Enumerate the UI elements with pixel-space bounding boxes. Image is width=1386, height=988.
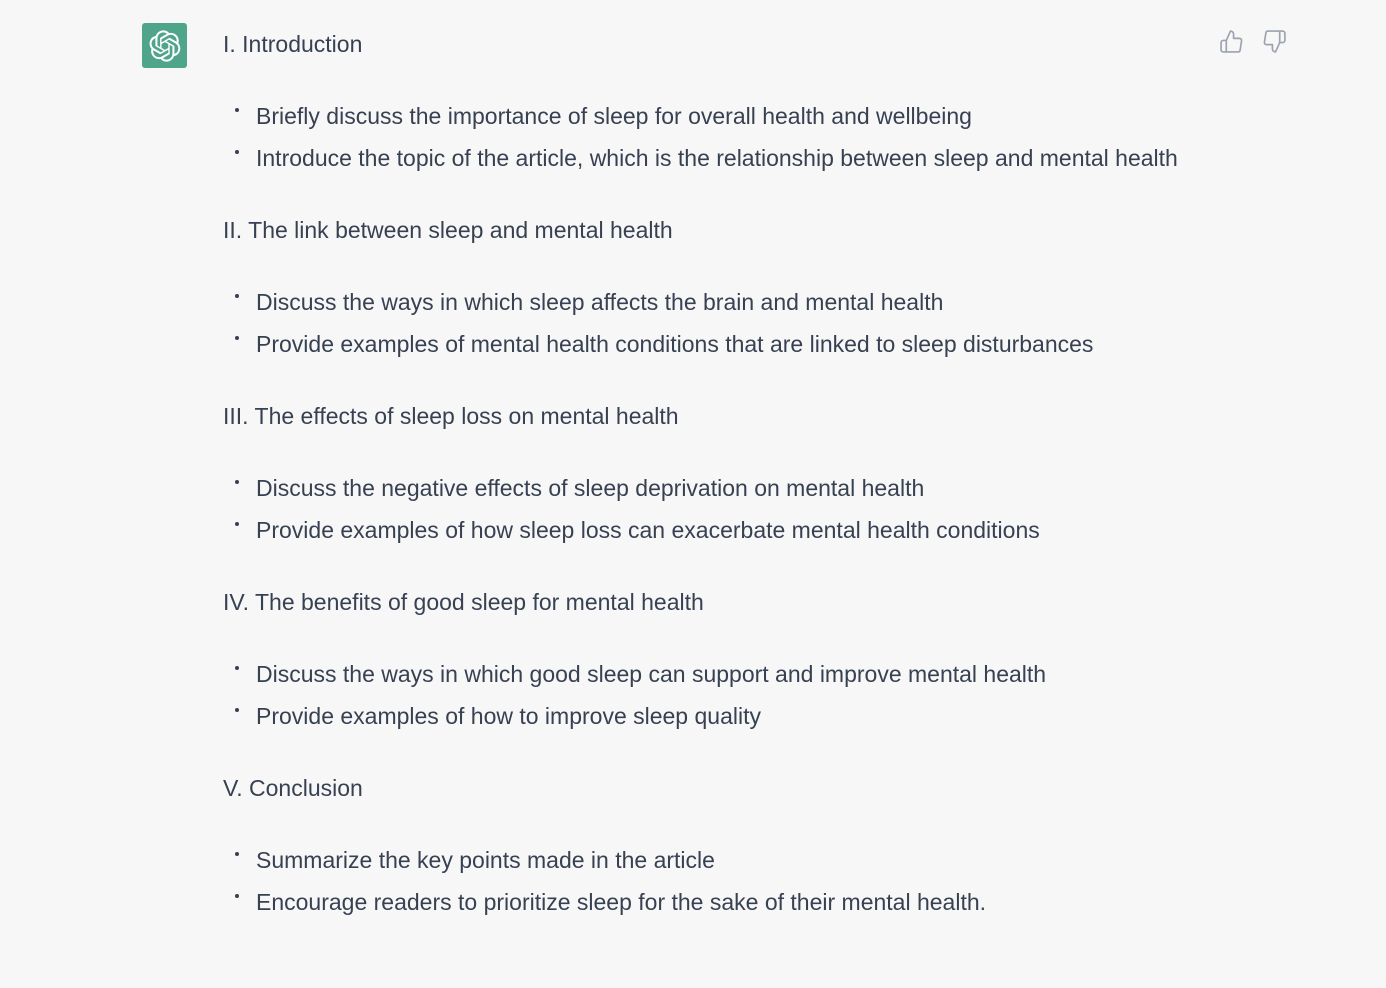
bullet-list [223, 467, 1183, 551]
list-item: Encourage readers to prioritize sleep for the sake of their mental health. [223, 881, 1183, 923]
bullet-list [223, 653, 1183, 737]
list-item: Provide examples of mental health conditions that are linked to sleep disturbances [223, 323, 1183, 365]
bullet-list [223, 839, 1183, 923]
openai-logo-icon [149, 30, 181, 62]
thumbs-down-button[interactable] [1261, 27, 1287, 55]
list-item: Provide examples of how to improve sleep quality [223, 695, 1183, 737]
thumbs-down-icon [1262, 29, 1287, 54]
list-item: Discuss the negative effects of sleep deprivation on mental health [223, 467, 1183, 509]
list-item: Introduce the topic of the article, which is the relationship between sleep and mental health [223, 137, 1183, 179]
message-content [223, 28, 1183, 958]
section-heading: I. Introduction [223, 31, 363, 57]
section-heading: IV. The benefits of good sleep for mental health [223, 589, 704, 615]
list-item: Discuss the ways in which good sleep can support and improve mental health [223, 653, 1183, 695]
list-item: Discuss the ways in which sleep affects the brain and mental health [223, 281, 1183, 323]
thumbs-up-button[interactable] [1218, 27, 1244, 55]
feedback-controls [1218, 27, 1287, 55]
list-item: Briefly discuss the importance of sleep for overall health and wellbeing [223, 95, 1183, 137]
thumbs-up-icon [1219, 29, 1244, 54]
list-item: Provide examples of how sleep loss can exacerbate mental health conditions [223, 509, 1183, 551]
assistant-avatar [142, 23, 187, 68]
section-heading: V. Conclusion [223, 775, 363, 801]
section-heading: III. The effects of sleep loss on mental health [223, 403, 679, 429]
section-heading: II. The link between sleep and mental health [223, 217, 673, 243]
bullet-list [223, 281, 1183, 365]
list-item: Summarize the key points made in the article [223, 839, 1183, 881]
bullet-list [223, 95, 1183, 179]
